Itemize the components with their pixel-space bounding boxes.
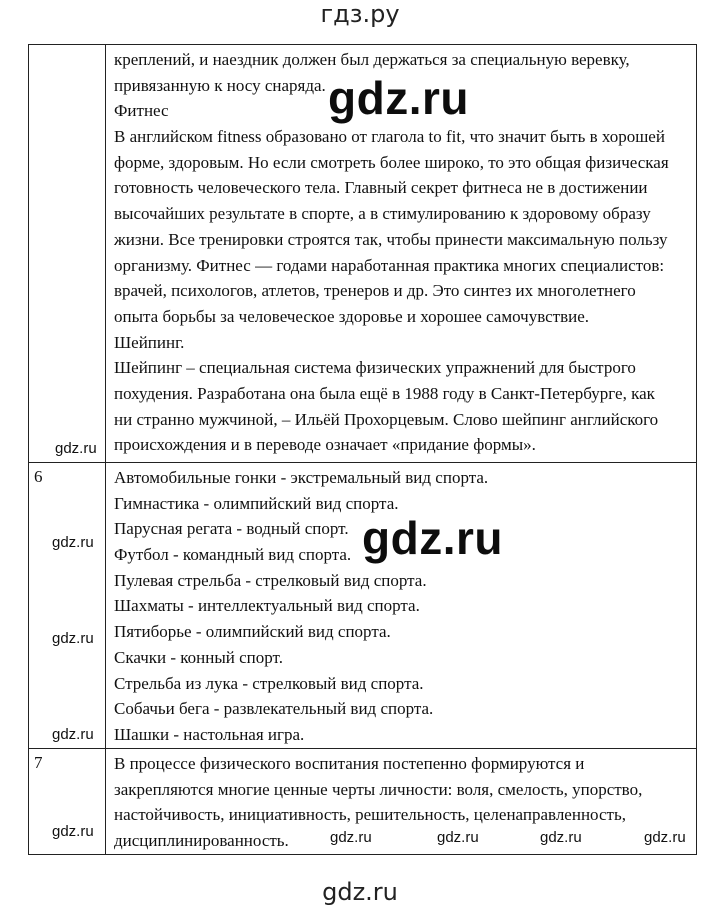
text-line: жизни. Все тренировки строятся так, чтобы принести максимальную пользу xyxy=(114,229,668,249)
task-number: 6 xyxy=(34,467,43,486)
table-border-left xyxy=(28,44,29,855)
table-border-bottom xyxy=(28,854,697,855)
text-line: похудения. Разработана она была ещё в 1988 году в Санкт-Петербурге, как xyxy=(114,383,655,403)
text-line: дисциплинированность. xyxy=(114,831,289,851)
text-line: Шахматы - интеллектуальный вид спорта. xyxy=(114,596,420,616)
watermark-small: gdz.ru xyxy=(52,534,94,551)
text-line: Скачки - конный спорт. xyxy=(114,647,283,667)
text-line: настойчивость, инициативность, решительность, целенаправленность, xyxy=(114,805,626,825)
text-line: врачей, психологов, атлетов, тренеров и др. Это синтез их многолетнего xyxy=(114,281,636,301)
table-row-task-6-text xyxy=(114,465,689,748)
watermark-small: gdz.ru xyxy=(52,823,94,840)
watermark-large: gdz.ru xyxy=(328,72,469,124)
text-line: Гимнастика - олимпийский вид спорта. xyxy=(114,493,399,513)
text-line: высочайших результате в спорте, а в стимулированию к здоровому образу xyxy=(114,204,651,224)
watermark-small: gdz.ru xyxy=(330,829,372,846)
watermark-small: gdz.ru xyxy=(52,630,94,647)
text-line: Пятиборье - олимпийский вид спорта. xyxy=(114,622,391,642)
watermark-small: gdz.ru xyxy=(540,829,582,846)
text-line: Стрельба из лука - стрелковый вид спорта. xyxy=(114,673,424,693)
text-line: Шейпинг. xyxy=(114,332,185,352)
table-column-divider xyxy=(105,44,106,855)
footer-site-title: gdz.ru xyxy=(322,878,398,906)
text-line: Пулевая стрельба - стрелковый вид спорта. xyxy=(114,570,427,590)
row-divider-1 xyxy=(28,462,697,463)
text-line: привязанную к носу снаряда. xyxy=(114,75,326,95)
table-row-task-7-text xyxy=(114,751,689,854)
text-line: В английском fitness образовано от глагола to fit, что значит быть в хорошей xyxy=(114,127,665,147)
text-line: Автомобильные гонки - экстремальный вид спорта. xyxy=(114,468,489,487)
text-line: В процессе физического воспитания постепенно формируются и xyxy=(114,754,585,773)
watermark-small: gdz.ru xyxy=(437,829,479,846)
row-divider-2 xyxy=(28,748,697,749)
text-line: Шейпинг – специальная система физических упражнений для быстрого xyxy=(114,358,636,378)
task-number: 7 xyxy=(34,753,43,772)
text-line: закрепляются многие ценные черты личности: воля, смелость, упорство, xyxy=(114,779,643,799)
text-line: Футбол - командный вид спорта. xyxy=(114,545,352,565)
text-line: Собачьи бега - развлекательный вид спорта. xyxy=(114,699,434,719)
header-site-title: гдз.ру xyxy=(320,0,400,28)
watermark-small: gdz.ru xyxy=(52,726,94,743)
text-line: происхождения и в переводе означает «придание формы». xyxy=(114,435,536,455)
text-line: Фитнес xyxy=(114,101,169,121)
text-line: Парусная регата - водный спорт. xyxy=(114,519,349,539)
text-line: форме, здоровым. Но если смотреть более широко, то это общая физическая xyxy=(114,152,669,172)
watermark-small: gdz.ru xyxy=(55,440,97,457)
table-border-top xyxy=(28,44,697,45)
table-border-right xyxy=(696,44,697,855)
text-line: креплений, и наездник должен был держаться за специальную веревку, xyxy=(114,50,630,69)
text-line: опыта борьбы за человеческое здоровье и хорошее самочувствие. xyxy=(114,306,590,326)
text-line: готовность человеческого тела. Главный секрет фитнеса не в достижении xyxy=(114,178,648,198)
text-line: организму. Фитнес — годами наработанная практика многих специалистов: xyxy=(114,255,665,275)
watermark-small: gdz.ru xyxy=(644,829,686,846)
answer-table xyxy=(28,44,697,855)
text-line: Шашки - настольная игра. xyxy=(114,724,305,744)
text-line: ни странно мужчиной, – Ильёй Прохорцевым. Слово шейпинг английского xyxy=(114,409,659,429)
watermark-large: gdz.ru xyxy=(362,512,503,564)
